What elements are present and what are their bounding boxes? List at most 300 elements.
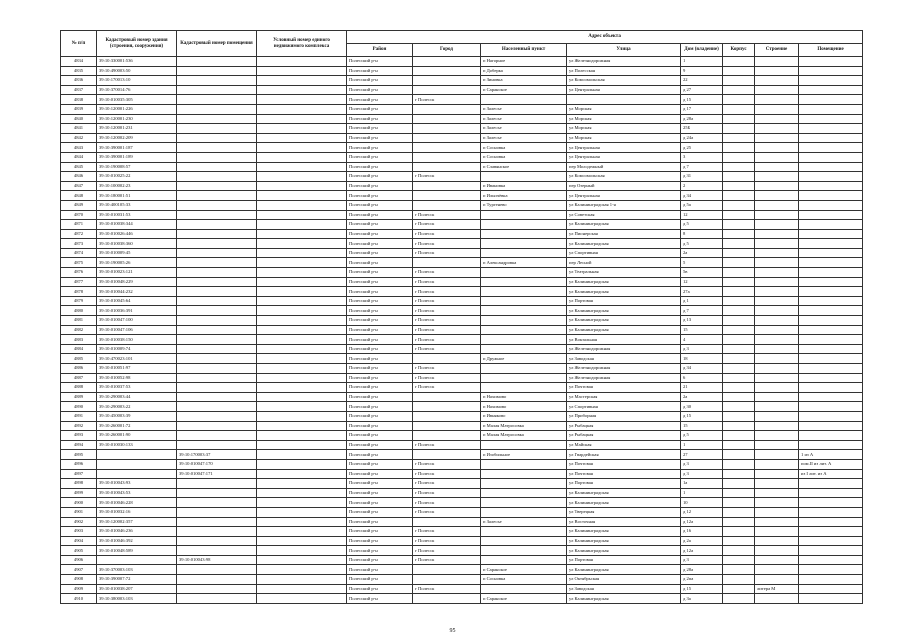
cell-nas-punkt: п Залесье	[481, 517, 567, 527]
cell-pomeshchenie	[799, 575, 863, 585]
cell-rayon: Полесский р-н	[347, 316, 413, 326]
table-row	[61, 402, 863, 412]
cell-cadastral-building: 39:10:010038:207	[97, 584, 177, 594]
cell-ulica: ул Калининградская	[567, 325, 681, 335]
cell-nas-punkt	[481, 306, 567, 316]
cell-nas-punkt: п Славянское	[481, 162, 567, 172]
header-stroenie: Строение	[755, 44, 799, 57]
table-row	[61, 555, 863, 565]
cell-korpus	[723, 210, 755, 220]
cell-ulica: ул Калининградская	[567, 306, 681, 316]
cell-conditional-number	[257, 584, 347, 594]
cell-conditional-number	[257, 450, 347, 460]
cell-gorod	[413, 258, 481, 268]
cell-num: 4904	[61, 536, 97, 546]
cell-stroenie	[755, 258, 799, 268]
cell-korpus	[723, 584, 755, 594]
table-row	[61, 239, 863, 249]
cell-cadastral-room	[177, 373, 257, 383]
cell-ulica: ул Тверецкая	[567, 507, 681, 517]
cell-conditional-number	[257, 172, 347, 182]
cell-cadastral-room	[177, 172, 257, 182]
cell-pomeshchenie	[799, 287, 863, 297]
table-row	[61, 469, 863, 479]
cell-dom: 4	[681, 335, 723, 345]
cell-num: 4901	[61, 507, 97, 517]
table-row	[61, 431, 863, 441]
cell-dom: 15	[681, 421, 723, 431]
cell-cadastral-building: 39:10:390001:189	[97, 152, 177, 162]
cell-cadastral-building: 39:10:010030:133	[97, 440, 177, 450]
cell-gorod: г Полесск	[413, 536, 481, 546]
cell-cadastral-building: 39:10:190008:57	[97, 162, 177, 172]
cell-nas-punkt	[481, 555, 567, 565]
cell-num: 4845	[61, 162, 97, 172]
cell-nas-punkt: п Саранское	[481, 85, 567, 95]
header-dom: Дом (владение)	[681, 44, 723, 57]
cell-nas-punkt	[481, 172, 567, 182]
cell-korpus	[723, 450, 755, 460]
cell-cadastral-building: 39:10:010023:121	[97, 268, 177, 278]
cell-stroenie	[755, 220, 799, 230]
cell-cadastral-room	[177, 440, 257, 450]
cell-ulica: ул Восточная	[567, 517, 681, 527]
table-row	[61, 57, 863, 67]
cell-stroenie	[755, 335, 799, 345]
cell-pomeshchenie	[799, 229, 863, 239]
cell-conditional-number	[257, 210, 347, 220]
table-row	[61, 220, 863, 230]
cell-cadastral-room	[177, 143, 257, 153]
cell-cadastral-building: 39:10:370003:103	[97, 565, 177, 575]
cell-nas-punkt: п Изобильное	[481, 450, 567, 460]
cell-rayon: Полесский р-н	[347, 152, 413, 162]
cell-dom: 12	[681, 277, 723, 287]
cell-conditional-number	[257, 296, 347, 306]
cell-dom: д 12	[681, 507, 723, 517]
cell-ulica: ул Заводская	[567, 354, 681, 364]
table-row	[61, 527, 863, 537]
cell-ulica: ул Калининградская	[567, 498, 681, 508]
cell-dom: д 1	[681, 296, 723, 306]
cell-cadastral-room	[177, 229, 257, 239]
cell-nas-punkt	[481, 210, 567, 220]
cell-rayon: Полесский р-н	[347, 364, 413, 374]
cell-pomeshchenie	[799, 172, 863, 182]
cell-conditional-number	[257, 364, 347, 374]
cell-nas-punkt: п Саранское	[481, 565, 567, 575]
cell-nas-punkt: п Сосновка	[481, 143, 567, 153]
cell-ulica: пер Озерный	[567, 181, 681, 191]
cell-dom: д 34	[681, 364, 723, 374]
cell-conditional-number	[257, 104, 347, 114]
cell-cadastral-room	[177, 498, 257, 508]
cell-stroenie	[755, 57, 799, 67]
cell-ulica: ул Почтовая	[567, 469, 681, 479]
cell-gorod: г Полесск	[413, 555, 481, 565]
cell-ulica: ул Железнодорожная	[567, 373, 681, 383]
cell-stroenie	[755, 507, 799, 517]
cell-num: 4888	[61, 383, 97, 393]
cell-gorod: г Полесск	[413, 507, 481, 517]
cell-korpus	[723, 143, 755, 153]
cell-cadastral-building: 39:10:120001:226	[97, 104, 177, 114]
cell-nas-punkt	[481, 536, 567, 546]
cell-korpus	[723, 104, 755, 114]
cell-num: 4871	[61, 220, 97, 230]
cell-cadastral-building: 39:10:010048:589	[97, 546, 177, 556]
cell-nas-punkt	[481, 584, 567, 594]
cell-nas-punkt	[481, 498, 567, 508]
cell-num: 4842	[61, 133, 97, 143]
cell-dom: д 25	[681, 143, 723, 153]
cell-gorod	[413, 181, 481, 191]
cell-stroenie	[755, 239, 799, 249]
cell-nas-punkt: п Тургенево	[481, 200, 567, 210]
cell-num: 4883	[61, 335, 97, 345]
cell-pomeshchenie	[799, 546, 863, 556]
cell-rayon: Полесский р-н	[347, 114, 413, 124]
cell-pomeshchenie	[799, 248, 863, 258]
table-row	[61, 268, 863, 278]
cell-num: 4848	[61, 191, 97, 201]
cell-conditional-number	[257, 507, 347, 517]
table-row	[61, 85, 863, 95]
cell-stroenie	[755, 402, 799, 412]
header-conditional-number: Условный номер единого недвижимого комплекса	[257, 31, 347, 57]
cell-dom: д 3а	[681, 594, 723, 604]
cell-num: 4879	[61, 296, 97, 306]
cell-stroenie	[755, 143, 799, 153]
cell-nas-punkt: п Малая Матросовка	[481, 421, 567, 431]
cell-nas-punkt: п Зиновка	[481, 76, 567, 86]
cell-stroenie	[755, 392, 799, 402]
cell-cadastral-room	[177, 411, 257, 421]
cell-gorod: г Полесск	[413, 459, 481, 469]
cell-ulica: ул Железнодорожная	[567, 344, 681, 354]
cell-dom: 9	[681, 66, 723, 76]
cell-stroenie: литера М	[755, 584, 799, 594]
cell-nas-punkt	[481, 277, 567, 287]
cell-num: 4896	[61, 459, 97, 469]
cell-dom: 2а	[681, 248, 723, 258]
cell-cadastral-room	[177, 479, 257, 489]
cell-nas-punkt: п Залесье	[481, 104, 567, 114]
cell-gorod: г Полесск	[413, 479, 481, 489]
cell-conditional-number	[257, 220, 347, 230]
cell-cadastral-building: 39:10:010045:64	[97, 296, 177, 306]
cell-gorod: г Полесск	[413, 469, 481, 479]
cell-conditional-number	[257, 248, 347, 258]
cell-ulica: ул Калининградская	[567, 220, 681, 230]
cell-korpus	[723, 344, 755, 354]
cell-stroenie	[755, 181, 799, 191]
cell-korpus	[723, 181, 755, 191]
table-row	[61, 191, 863, 201]
cell-cadastral-building	[97, 469, 177, 479]
cell-korpus	[723, 411, 755, 421]
cell-dom: 6	[681, 373, 723, 383]
cell-ulica: ул Пионерская	[567, 229, 681, 239]
cell-cadastral-building: 39:10:260001:72	[97, 421, 177, 431]
cell-gorod	[413, 354, 481, 364]
page-number: 95	[449, 628, 456, 634]
cell-ulica: ул Рыбацкая	[567, 431, 681, 441]
cell-rayon: Полесский р-н	[347, 344, 413, 354]
cell-nas-punkt: п Ивановка	[481, 181, 567, 191]
cell-ulica: ул Октябрьская	[567, 575, 681, 585]
cell-korpus	[723, 239, 755, 249]
cell-conditional-number	[257, 268, 347, 278]
cell-gorod: г Полесск	[413, 296, 481, 306]
cell-stroenie	[755, 383, 799, 393]
cell-num: 4909	[61, 584, 97, 594]
cell-nas-punkt	[481, 268, 567, 278]
cell-pomeshchenie	[799, 354, 863, 364]
table-row	[61, 546, 863, 556]
cell-pomeshchenie	[799, 220, 863, 230]
cell-cadastral-room	[177, 85, 257, 95]
cell-cadastral-room	[177, 181, 257, 191]
cell-nas-punkt	[481, 507, 567, 517]
cell-stroenie	[755, 210, 799, 220]
cell-pomeshchenie	[799, 565, 863, 575]
cell-ulica: ул Центральная	[567, 143, 681, 153]
cell-conditional-number	[257, 258, 347, 268]
table-row	[61, 114, 863, 124]
cell-korpus	[723, 152, 755, 162]
cell-pomeshchenie	[799, 114, 863, 124]
cell-rayon: Полесский р-н	[347, 143, 413, 153]
cell-cadastral-building: 39:10:290003:22	[97, 402, 177, 412]
header-cadastral-building: Кадастровый номер здания (строения, сооружения)	[97, 31, 177, 57]
cell-pomeshchenie	[799, 162, 863, 172]
cell-ulica: ул Советская	[567, 210, 681, 220]
cell-conditional-number	[257, 536, 347, 546]
header-pomeshchenie: Помещение	[799, 44, 863, 57]
cell-num: 4880	[61, 306, 97, 316]
cell-cadastral-building: 39:10:010038:360	[97, 239, 177, 249]
cell-rayon: Полесский р-н	[347, 479, 413, 489]
cell-pomeshchenie	[799, 95, 863, 105]
cell-conditional-number	[257, 594, 347, 604]
cell-cadastral-building: 39:10:370014:76	[97, 85, 177, 95]
cell-stroenie	[755, 124, 799, 134]
cell-pomeshchenie	[799, 76, 863, 86]
cell-num: 4894	[61, 440, 97, 450]
cell-nas-punkt	[481, 469, 567, 479]
cell-conditional-number	[257, 555, 347, 565]
table-row	[61, 383, 863, 393]
cell-gorod: г Полесск	[413, 172, 481, 182]
cell-conditional-number	[257, 181, 347, 191]
cell-gorod: г Полесск	[413, 287, 481, 297]
cell-nas-punkt	[481, 220, 567, 230]
cell-cadastral-building: 39:10:010046:392	[97, 536, 177, 546]
cell-conditional-number	[257, 517, 347, 527]
cell-rayon: Полесский р-н	[347, 66, 413, 76]
cell-ulica: ул Майская	[567, 440, 681, 450]
cell-cadastral-building: 39:10:120002:209	[97, 133, 177, 143]
cell-dom: д 15	[681, 95, 723, 105]
table-row	[61, 373, 863, 383]
cell-stroenie	[755, 546, 799, 556]
cell-dom: 22	[681, 76, 723, 86]
cell-korpus	[723, 325, 755, 335]
cell-nas-punkt: п Ильичёвка	[481, 191, 567, 201]
cell-cadastral-room	[177, 239, 257, 249]
cell-nas-punkt: п Залесье	[481, 124, 567, 134]
cell-gorod: г Полесск	[413, 277, 481, 287]
table-row	[61, 133, 863, 143]
cell-gorod	[413, 594, 481, 604]
cell-korpus	[723, 200, 755, 210]
cell-cadastral-building: 39:10:010026:446	[97, 229, 177, 239]
cell-korpus	[723, 133, 755, 143]
cell-korpus	[723, 248, 755, 258]
cell-korpus	[723, 431, 755, 441]
table-row	[61, 392, 863, 402]
cell-korpus	[723, 575, 755, 585]
cell-pomeshchenie	[799, 143, 863, 153]
cell-rayon: Полесский р-н	[347, 421, 413, 431]
cell-pomeshchenie	[799, 152, 863, 162]
cell-dom: д 2а	[681, 536, 723, 546]
cell-nas-punkt	[481, 459, 567, 469]
table-row	[61, 344, 863, 354]
cell-korpus	[723, 527, 755, 537]
cell-nas-punkt	[481, 488, 567, 498]
cell-nas-punkt	[481, 546, 567, 556]
cell-rayon: Полесский р-н	[347, 546, 413, 556]
cell-dom: 12	[681, 210, 723, 220]
cell-pomeshchenie	[799, 296, 863, 306]
cell-dom: д 13	[681, 316, 723, 326]
cell-cadastral-building: 39:10:010038:150	[97, 335, 177, 345]
cell-korpus	[723, 546, 755, 556]
cell-dom: 1	[681, 440, 723, 450]
cell-gorod: г Полесск	[413, 440, 481, 450]
cell-ulica: ул Калининградская	[567, 565, 681, 575]
table-header-row	[61, 31, 863, 44]
cell-gorod: г Полесск	[413, 383, 481, 393]
cell-cadastral-building: 39:10:010046:228	[97, 498, 177, 508]
cell-conditional-number	[257, 402, 347, 412]
cell-korpus	[723, 594, 755, 604]
cell-dom: д 28а	[681, 565, 723, 575]
cell-cadastral-building: 39:10:390007:72	[97, 575, 177, 585]
table-row	[61, 287, 863, 297]
cell-cadastral-building: 39:10:490003:50	[97, 66, 177, 76]
cell-gorod	[413, 411, 481, 421]
cell-stroenie	[755, 325, 799, 335]
cell-dom: д 3	[681, 469, 723, 479]
cell-ulica: ул Комсомольская	[567, 172, 681, 182]
cell-cadastral-room: 39:10:010043:98	[177, 555, 257, 565]
table-row	[61, 104, 863, 114]
cell-dom: 1	[681, 57, 723, 67]
cell-num: 4849	[61, 200, 97, 210]
cell-cadastral-room	[177, 383, 257, 393]
cell-nas-punkt	[481, 229, 567, 239]
cell-dom: д 3	[681, 344, 723, 354]
cell-num: 4841	[61, 124, 97, 134]
cell-conditional-number	[257, 95, 347, 105]
cell-dom: д 3	[681, 459, 723, 469]
cell-gorod: г Полесск	[413, 316, 481, 326]
cell-korpus	[723, 191, 755, 201]
cell-nas-punkt: п Саранское	[481, 594, 567, 604]
cell-cadastral-room	[177, 133, 257, 143]
cell-stroenie	[755, 191, 799, 201]
cell-cadastral-building: 39:10:010037:53	[97, 383, 177, 393]
cell-cadastral-room: 39:10:010047:170	[177, 459, 257, 469]
cell-stroenie	[755, 450, 799, 460]
cell-num: 4890	[61, 402, 97, 412]
cell-stroenie	[755, 469, 799, 479]
cell-pomeshchenie	[799, 488, 863, 498]
cell-num: 4892	[61, 421, 97, 431]
cell-ulica: пер Молодежный	[567, 162, 681, 172]
cell-pomeshchenie	[799, 325, 863, 335]
cell-gorod: г Полесск	[413, 373, 481, 383]
table-row	[61, 575, 863, 585]
cell-ulica: ул Мастерская	[567, 392, 681, 402]
cell-dom: д 12а	[681, 517, 723, 527]
cell-cadastral-room	[177, 546, 257, 556]
cell-gorod: г Полесск	[413, 210, 481, 220]
cell-dom: 27а	[681, 287, 723, 297]
cell-pomeshchenie	[799, 411, 863, 421]
cell-stroenie	[755, 344, 799, 354]
cell-ulica: ул Калининградская	[567, 546, 681, 556]
cell-ulica: ул Морская	[567, 104, 681, 114]
cell-cadastral-building: 39:10:010032:16	[97, 507, 177, 517]
cell-num: 4840	[61, 114, 97, 124]
cell-dom: д 27	[681, 85, 723, 95]
cell-korpus	[723, 220, 755, 230]
cell-korpus	[723, 85, 755, 95]
table-row	[61, 411, 863, 421]
cell-conditional-number	[257, 354, 347, 364]
cell-korpus	[723, 76, 755, 86]
cell-ulica: ул Портовая	[567, 555, 681, 565]
cell-korpus	[723, 517, 755, 527]
cell-cadastral-room	[177, 268, 257, 278]
table-row	[61, 76, 863, 86]
cell-stroenie	[755, 66, 799, 76]
cell-korpus	[723, 469, 755, 479]
cell-nas-punkt: п Нахимово	[481, 402, 567, 412]
cell-stroenie	[755, 95, 799, 105]
header-rayon: Район	[347, 44, 413, 57]
cell-num: 4839	[61, 104, 97, 114]
table-row	[61, 354, 863, 364]
cell-stroenie	[755, 565, 799, 575]
cell-cadastral-building: 39:10:010025:22	[97, 172, 177, 182]
cell-conditional-number	[257, 239, 347, 249]
cell-korpus	[723, 229, 755, 239]
cell-rayon: Полесский р-н	[347, 565, 413, 575]
table-row	[61, 479, 863, 489]
table-row	[61, 210, 863, 220]
cell-num: 4847	[61, 181, 97, 191]
cell-cadastral-building: 39:10:010047:100	[97, 316, 177, 326]
cell-dom: 15	[681, 325, 723, 335]
cell-ulica: ул Калининградская	[567, 287, 681, 297]
table-row	[61, 325, 863, 335]
cell-nas-punkt: п Дружное	[481, 354, 567, 364]
